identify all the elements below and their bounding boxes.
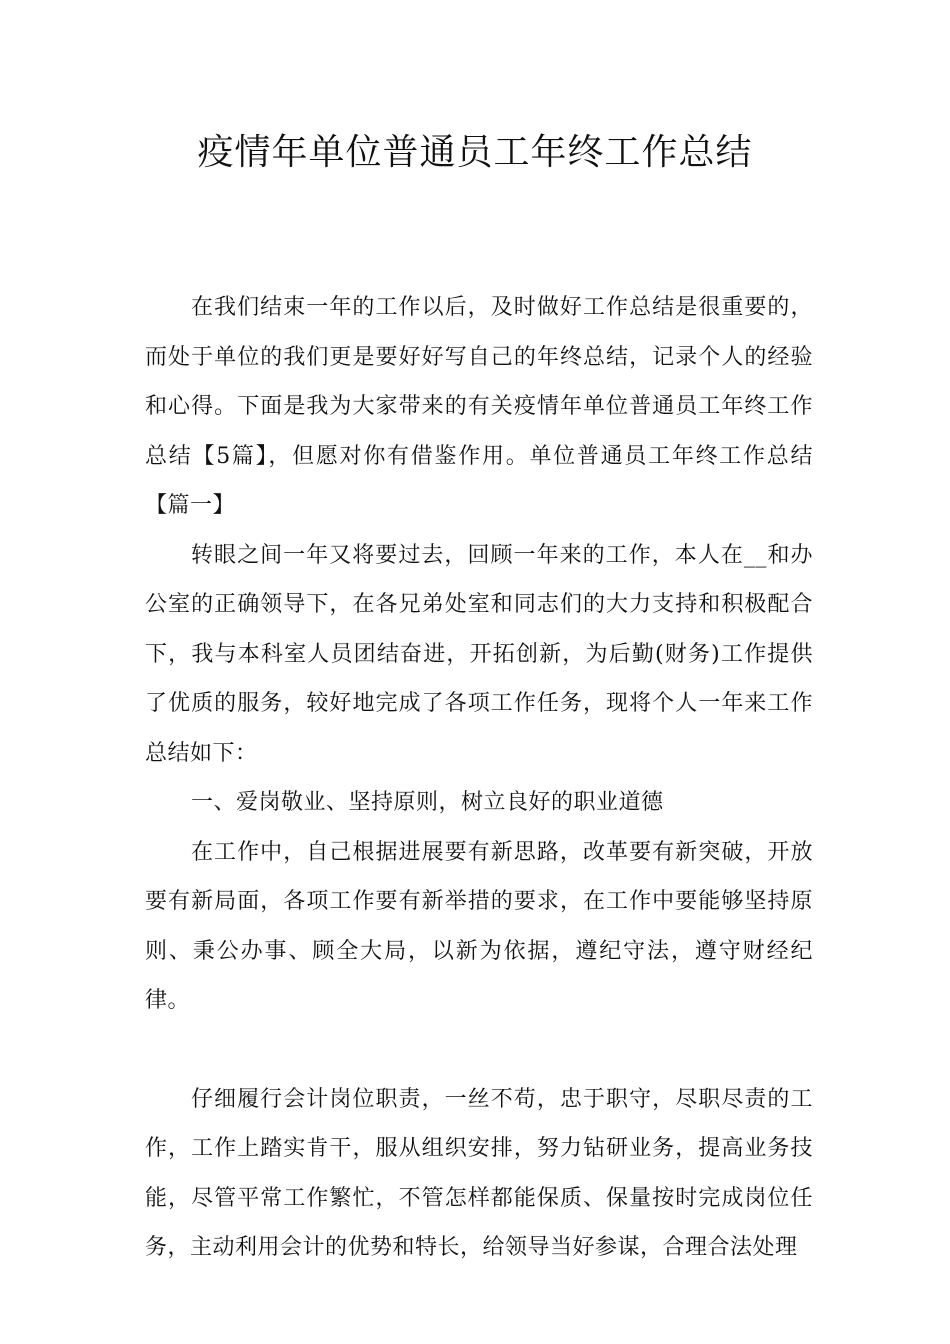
paragraph-work-principles: 在工作中，自己根据进展要有新思路，改革要有新突破，开放要有新局面，各项工作要有新举措的要求，在工作中要能够坚持原则、秉公办事、顾全大局，以新为依据，遵纪守法，遵守财经纪律。 [145,839,813,1013]
paragraph-intro: 在我们结束一年的工作以后，及时做好工作总结是很重要的，而处于单位的我们更是要好好写自己的年终总结，记录个人的经验和心得。下面是我为大家带来的有关疫情年单位普通员工年终工作总结【5篇】，但愿对你有借鉴作用。单位普通员工年终工作总结【篇一】 [145,295,813,518]
document-title: 疫情年单位普通员工年终工作总结 [197,132,753,173]
paragraph-review: 转眼之间一年又将要过去，回顾一年来的工作，本人在__和办公室的正确领导下，在各兄弟处室和同志们的大力支持和积极配合下，我与本科室人员团结奋进，开拓创新，为后勤(财务)工作提供了优质的服务，较好地完成了各项工作任务，现将个人一年来工作总结如下： [145,542,813,766]
paragraph-spacer [145,1026,813,1075]
section-heading-1: 一、爱岗敬业、坚持原则，树立良好的职业道德 [191,790,664,815]
document-body [145,283,813,1273]
paragraph-accounting-duties: 仔细履行会计岗位职责，一丝不苟，忠于职守，尽职尽责的工作，工作上踏实肯干，服从组织安排，努力钻研业务，提高业务技能，尽管平常工作繁忙，不管怎样都能保质、保量按时完成岗位任务，主动利用会计的优势和特长，给领导当好参谋，合理合法处理 [145,1086,813,1260]
